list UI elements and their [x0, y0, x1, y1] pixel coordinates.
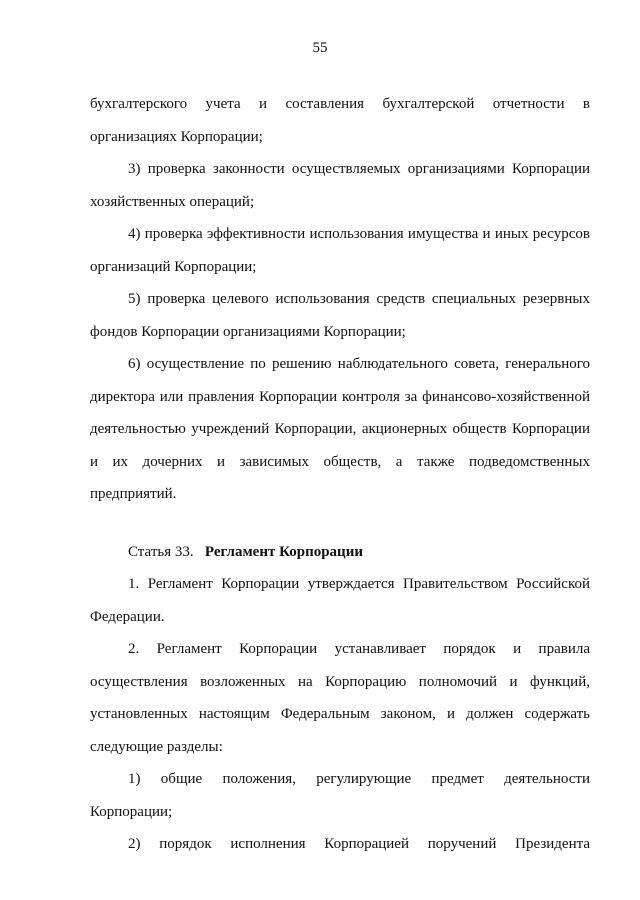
document-body [90, 88, 590, 861]
article-label: Статья 33. [128, 543, 194, 560]
page-number: 55 [312, 40, 328, 56]
list-item-3: 3) проверка законности осуществляемых организациями Корпорации хозяйственных операций; [90, 161, 590, 210]
section-item-2: 2) порядок исполнения Корпорацией поручений Президента [128, 836, 590, 852]
list-item-5: 5) проверка целевого использования средств специальных резервных фондов Корпорации организациями Корпорации; [90, 291, 590, 340]
article-paragraph-1: 1. Регламент Корпорации утверждается Правительством Российской Федерации. [90, 576, 590, 625]
list-item-6: 6) осуществление по решению наблюдательного совета, генерального директора или правления Корпорации контроля за финансово-хозяйственной деятельностью учреждений Корпорации, акционерных обществ Корпорации и их дочерних и зависимых обществ, а также подведомственных предприятий. [90, 356, 590, 502]
article-heading [90, 536, 590, 569]
section-item-1: 1) общие положения, регулирующие предмет деятельности Корпорации; [90, 771, 590, 820]
article-title: Регламент Корпорации [204, 543, 363, 560]
paragraph-continuation: бухгалтерского учета и составления бухгалтерской отчетности в организациях Корпорации; [90, 96, 590, 145]
article-paragraph-2: 2. Регламент Корпорации устанавливает порядок и правила осуществления возложенных на Корпорацию полномочий и функций, установленных настоящим Федеральным законом, и должен содержать следующие разделы: [90, 641, 590, 755]
list-item-4: 4) проверка эффективности использования имущества и иных ресурсов организаций Корпорации; [90, 226, 590, 275]
